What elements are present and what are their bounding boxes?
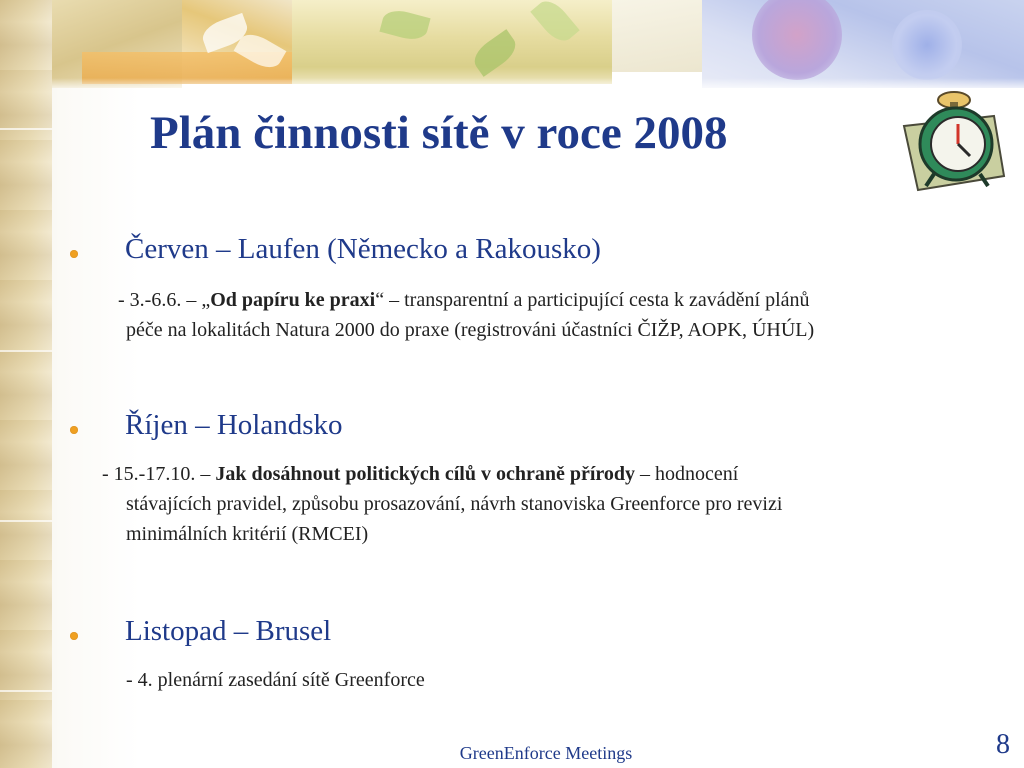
detail-line: minimálních kritérií (RMCEI) <box>126 523 369 545</box>
banner-segment <box>702 0 1024 88</box>
strip-seam <box>0 520 52 522</box>
banner-segment <box>612 0 702 72</box>
bullet-heading: Listopad – Brusel <box>125 615 332 647</box>
alarm-clock-icon <box>894 86 1014 196</box>
detail-prefix: - 3.-6.6. – „ <box>118 289 211 311</box>
orange-dot-bullet-icon <box>70 250 78 258</box>
detail-line: péče na lokalitách Natura 2000 do praxe (registrováni účastníci ČIŽP, AOPK, ÚHÚL) <box>126 319 815 341</box>
strip-seam <box>0 128 52 130</box>
slide-title: Plán činnosti sítě v roce 2008 <box>150 107 728 159</box>
detail-bold: Jak dosáhnout politických cílů v ochraně přírody <box>215 463 636 485</box>
detail-line: stávajících pravidel, způsobu prosazování, návrh stanoviska Greenforce pro revizi <box>126 493 783 515</box>
detail-line <box>118 286 1018 314</box>
page-number: 8 <box>996 729 1010 760</box>
left-decorative-strip <box>0 0 52 768</box>
orange-dot-bullet-icon <box>70 426 78 434</box>
detail-line <box>102 460 1002 488</box>
footer-text: GreenEnforce Meetings <box>459 743 633 763</box>
bullet-heading: Říjen – Holandsko <box>125 409 343 441</box>
orange-dot-bullet-icon <box>70 632 78 640</box>
detail-line: - 4. plenární zasedání sítě Greenforce <box>126 669 425 691</box>
strip-seam <box>0 350 52 352</box>
bullet-heading: Červen – Laufen (Německo a Rakousko) <box>125 233 601 265</box>
detail-prefix: - 15.-17.10. – <box>102 463 216 485</box>
banner-fade <box>52 78 1024 88</box>
detail-suffix: “ – transparentní a participující cesta k zavádění plánů <box>375 289 810 311</box>
detail-suffix: – hodnocení <box>635 463 739 485</box>
top-decorative-banner <box>52 0 1024 88</box>
strip-seam <box>0 690 52 692</box>
flower-shape <box>892 10 962 80</box>
detail-bold: Od papíru ke praxi <box>210 289 376 311</box>
